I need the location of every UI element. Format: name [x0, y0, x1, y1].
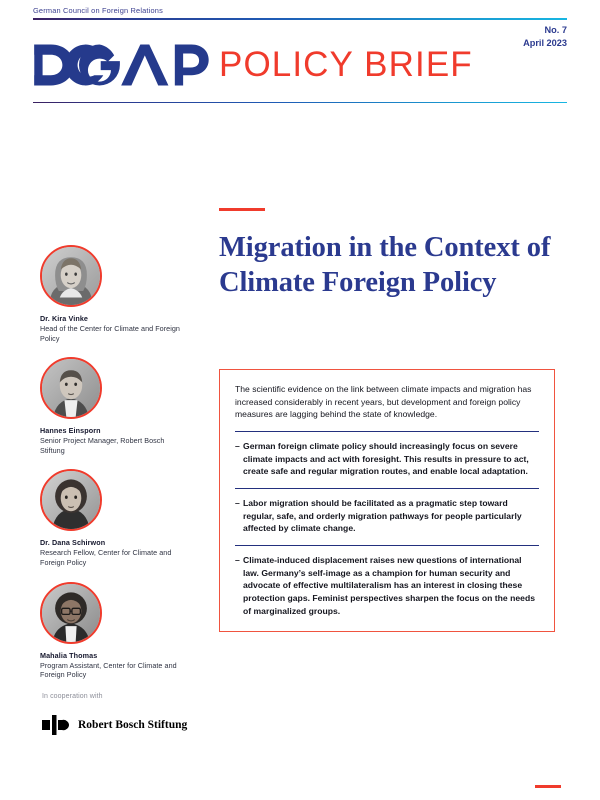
brand-logo-row: [33, 42, 567, 98]
key-point-separator: [235, 431, 539, 432]
masthead: [33, 0, 567, 103]
author-name: Mahalia Thomas: [40, 650, 98, 660]
author-role: Senior Project Manager, Robert Bosch Stiftung: [40, 436, 165, 455]
key-point-text: Labor migration should be facilitated as a pragmatic step toward regular, safe, and orderly migration pathways for people particularly affected by climate change.: [243, 498, 522, 534]
author-role: Research Fellow, Center for Climate and Foreign Policy: [40, 548, 172, 567]
abstract-lead: The scientific evidence on the link between climate impacts and migration has increased considerably in recent years, but development and foreign policy measures are lagging behind the state of knowledge.: [235, 384, 532, 420]
author-name: Hannes Einsporn: [40, 426, 101, 436]
cooperation-label: In cooperation with: [42, 693, 103, 700]
title-accent-rule: [219, 208, 265, 211]
dgap-logo: [33, 42, 225, 88]
header-bottom-rule-wrap: [33, 102, 567, 104]
key-point-dash: –: [235, 441, 240, 452]
author-name: Dr. Kira Vinke: [40, 314, 89, 323]
key-point-text: Climate-induced displacement raises new questions of international law. Germany’s self-image as a champion for human security and advocate of effective multilateralism has an interest in closing these protection gaps. Feminist perspectives sharpen the focus on the needs of marginalized groups.: [243, 555, 535, 616]
author-name: Dr. Dana Schirwon: [40, 538, 106, 548]
portrait-mahalia-thomas-icon: [42, 584, 100, 642]
key-point: [235, 497, 539, 535]
author-card: [40, 245, 185, 343]
issue-number: No. 7: [544, 25, 567, 35]
avatar: [40, 245, 102, 307]
policy-brief-wordmark: POLICY BRIEF: [219, 44, 473, 84]
key-point-text: German foreign climate policy should increasingly focus on severe climate impacts and act with foresight. This results in pressure to act, create safe and regular migration routes, and enable local adaptation.: [243, 441, 529, 477]
avatar: [40, 357, 102, 419]
avatar: [40, 582, 102, 644]
title-block: [219, 208, 555, 300]
author-role: Head of the Center for Climate and Foreign Policy: [40, 324, 180, 343]
page-title: Migration in the Context of Climate Foreign Policy: [219, 232, 551, 299]
portrait-hannes-einsporn-icon: [42, 359, 100, 417]
key-point-separator: [235, 488, 539, 489]
footer-accent-rule: [535, 785, 561, 788]
organization-name: German Council on Foreign Relations: [33, 6, 163, 15]
key-point-separator: [235, 545, 539, 546]
authors-sidebar: [40, 245, 185, 694]
cooperation-block: [42, 693, 202, 736]
header-top-rule: [33, 18, 567, 20]
author-card: [40, 357, 185, 455]
key-point: [235, 440, 539, 478]
abstract-box: [219, 369, 555, 632]
portrait-dana-schirwon-icon: [42, 471, 100, 529]
author-role: Program Assistant, Center for Climate and Foreign Policy: [40, 660, 177, 680]
key-point: [235, 554, 539, 617]
author-card: [40, 582, 185, 680]
key-point-dash: –: [235, 498, 240, 509]
avatar: [40, 469, 102, 531]
issue-date: April 2023: [523, 37, 567, 48]
portrait-kira-vinke-icon: [42, 247, 100, 305]
partner-logo: [42, 714, 202, 736]
header-bottom-rule: [33, 102, 567, 104]
key-point-dash: –: [235, 555, 240, 566]
author-card: [40, 469, 185, 567]
partner-name: Robert Bosch Stiftung: [78, 719, 188, 731]
robert-bosch-rb-mark-icon: [42, 714, 72, 736]
